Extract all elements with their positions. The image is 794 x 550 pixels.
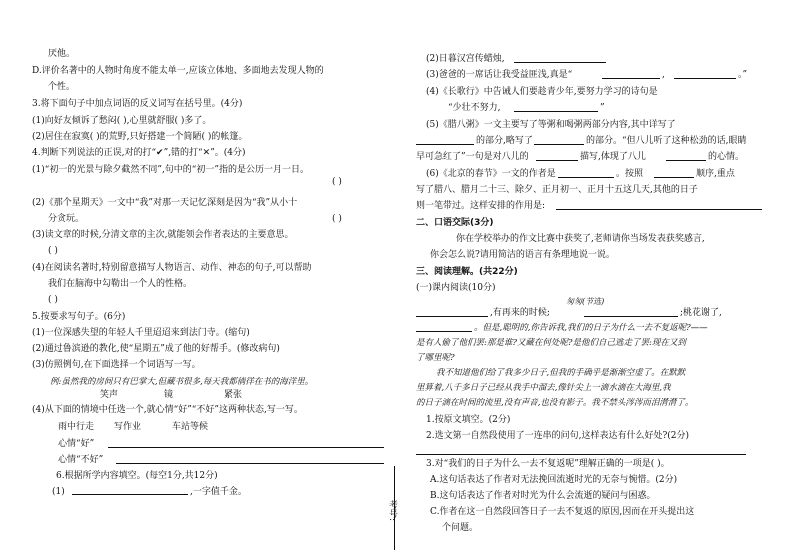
answer-line[interactable] — [116, 463, 384, 464]
section-2-title: 二、口语交际(3分) — [416, 218, 494, 228]
question-3-title: 3.将下面句子中加点词语的反义词写在括号里。(4分) — [32, 99, 243, 109]
text-line: D.评价名著中的人物时角度不能太单一,应该立体地、多面地去发现人物的 — [32, 66, 324, 76]
column-divider — [397, 0, 398, 550]
answer-line[interactable] — [666, 160, 706, 161]
answer-line[interactable] — [108, 447, 384, 448]
question-5-2: (2)通过鲁滨逊的教化,使“星期五”成了他的好帮手。(修改病句) — [32, 344, 280, 354]
text-line: ” — [600, 103, 605, 113]
question-3-1: (1)向好友倾诉了愁闷( ),心里就舒服( )多了。 — [32, 116, 212, 126]
mood-good-label: 心情“好” — [58, 439, 95, 449]
question-4-3: (3)读文章的时候,分清文章的主次,就能领会作者表达的主要意思。 — [32, 230, 294, 240]
passage-text: 。但是,聪明的,你告诉我,我们的日子为什么一去不复返呢?—— — [474, 323, 708, 333]
question-3-2: (2)居住在寂寞( )的荒野,只好搭建一个简陋( )的帐篷。 — [32, 132, 248, 142]
answer-line[interactable] — [602, 78, 660, 79]
binding-label: 考号: — [387, 500, 397, 522]
passage-text: 的日子滴在时间的流里,没有声音,也没有影子。我不禁头涔涔而泪潸潸了。 — [416, 398, 694, 408]
answer-line[interactable] — [514, 62, 606, 63]
scene-option: 写作业 — [114, 422, 142, 432]
text-line: 。按照 — [616, 169, 644, 179]
section-3-title: 三、阅读理解。(共22分) — [416, 267, 518, 277]
scene-option: 雨中行走 — [58, 422, 95, 432]
text-line: 的部分,略写了 — [476, 136, 533, 146]
text-line: 的部分。“但八儿听了这种松劲的话,眼睛 — [586, 136, 747, 146]
answer-line[interactable] — [72, 494, 188, 495]
question-5-3: (3)仿照例句,在下面选择一个词语写一写。 — [32, 360, 201, 370]
scene-option: 车站等候 — [172, 422, 209, 432]
word-option: 紧张 — [224, 390, 243, 400]
text-line: 我们在脑海中勾勒出一个人的性格。 — [48, 279, 193, 289]
answer-line[interactable] — [416, 454, 746, 455]
option-a[interactable]: A.这句话表达了作者对无法挽回流逝时光的无奈与惋惜。(2分) — [430, 475, 678, 485]
reading-question-3: 3.对“我们的日子为什么一去不复返呢”理解正确的一项是( )。 — [426, 459, 670, 469]
question-4-2: (2)《那个星期天》一文中“我”对那一天记忆深刻是因为“我”从小十 — [32, 198, 298, 208]
fill-6-text: (6)《北京的春节》一文的作者是 — [426, 169, 556, 179]
question-6-title: 6.根据所学内容填空。(每空1分,共12分) — [56, 471, 218, 481]
text-line: 的心情。 — [708, 152, 745, 162]
question-6-1-text: ,一字值千金。 — [190, 487, 247, 497]
text-line: 写了腊八、腊月二十三、除夕、正月初一、正月十五这几天,其他的日子 — [416, 185, 698, 195]
question-5-title: 5.按要求写句子。(6分) — [32, 312, 126, 322]
text-line: , — [662, 70, 665, 80]
fill-4-text: (4)《长歌行》中告诫人们要趁青少年,要努力学习的诗句是 — [426, 87, 658, 97]
word-option: 笑声 — [100, 390, 119, 400]
answer-paren[interactable]: ( ) — [332, 177, 342, 187]
reading-question-1: 1.按原文填空。(2分) — [426, 415, 511, 425]
answer-line[interactable] — [536, 160, 578, 161]
text-line: 个性。 — [48, 82, 76, 92]
text-line: 。” — [738, 70, 748, 80]
reading-question-2: 2.选文第一自然段使用了一连串的问句,这样表达有什么好处?(2分) — [426, 431, 690, 441]
passage-text: ;桃花谢了, — [680, 308, 722, 318]
text-line: 描写,体现了八儿 — [580, 152, 646, 162]
text-line: 分贪玩。 — [48, 214, 85, 224]
passage-text: ,有再来的时候; — [490, 308, 550, 318]
answer-line[interactable] — [558, 177, 614, 178]
example-sentence: 例:虽然我的房间只有巴掌大,但藏书很多,每天我都徜徉在书的海洋里。 — [50, 377, 314, 387]
text-line: 个问题。 — [442, 523, 479, 533]
fill-5-text: (5)《腊八粥》一文主要写了等粥和喝粥两部分内容,其中详写了 — [426, 120, 676, 130]
text-line: 你在学校举办的作文比赛中获奖了,老师请你当场发表获奖感言, — [456, 234, 705, 244]
answer-paren[interactable]: ( ) — [48, 246, 58, 256]
answer-line[interactable] — [584, 316, 678, 317]
mood-bad-label: 心情“不好” — [58, 455, 104, 465]
answer-line[interactable] — [556, 209, 762, 210]
answer-paren[interactable]: ( ) — [332, 214, 342, 224]
answer-paren[interactable]: ( ) — [48, 295, 58, 305]
text-line: 厌他。 — [48, 49, 76, 59]
answer-line[interactable] — [416, 144, 474, 145]
answer-line[interactable] — [674, 78, 736, 79]
answer-line[interactable] — [416, 316, 488, 317]
passage-title: 匆匆(节选) — [566, 297, 605, 306]
fill-3-text: (3)爸爸的一席话让我受益匪浅,真是“ — [426, 70, 573, 80]
word-option: 镜 — [164, 390, 174, 400]
answer-line[interactable] — [514, 111, 598, 112]
text-line: 则一笔带过。这样安排的作用是: — [416, 201, 546, 211]
text-line: 早可急红了”一句是对八儿的 — [416, 152, 529, 162]
question-5-1: (1)一位深感失望的年轻人千里迢迢来到法门寺。(缩句) — [32, 328, 250, 338]
fill-2: (2)日暮汉宫传蜡烛, — [426, 54, 505, 64]
passage-text: 里算着,八千多日子已经从我手中溜去,像针尖上一滴水滴在大海里,我 — [416, 383, 671, 393]
fill-4-poem: “少壮不努力, — [448, 103, 501, 113]
answer-line[interactable] — [654, 177, 694, 178]
answer-line[interactable] — [534, 144, 584, 145]
section-3-subtitle: (一)课内阅读(10分) — [416, 283, 496, 293]
option-b[interactable]: B.这句话表达了作者对时光为什么会流逝的疑问与困惑。 — [430, 491, 656, 501]
question-4-4: (4)在阅读名著时,特别留意描写人物语言、动作、神态的句子,可以帮助 — [32, 263, 312, 273]
text-line: 你会怎么说?请用简洁的语言有条理地说一说。 — [430, 250, 615, 260]
passage-text: 是有人偷了他们罢:那是谁?又藏在何处呢?是他们自己逃走了罢:现在又到 — [416, 338, 686, 348]
text-line: 顺序,重点 — [696, 169, 735, 179]
question-5-4: (4)从下面的情境中任选一个,就心情“好”“不好”这两种状态,写一写。 — [32, 405, 303, 415]
option-c[interactable]: C.作者在这一自然段回答日子一去不复返的原因,因而在开头提出这 — [430, 507, 695, 517]
passage-text: 了哪里呢? — [416, 353, 455, 363]
question-4-title: 4.判断下列说法的正误,对的打“✔”,错的打“✕”。(4分) — [32, 148, 246, 158]
question-4-1: (1)“初一的光景与除夕截然不同”,句中的“初一”指的是公历一月一日。 — [32, 165, 310, 175]
question-6-1-label: (1) — [52, 487, 65, 497]
passage-text: 我不知道他们给了我多少日子,但我的手确乎是渐渐空虚了。在默默 — [436, 368, 686, 378]
answer-line[interactable] — [416, 331, 472, 332]
